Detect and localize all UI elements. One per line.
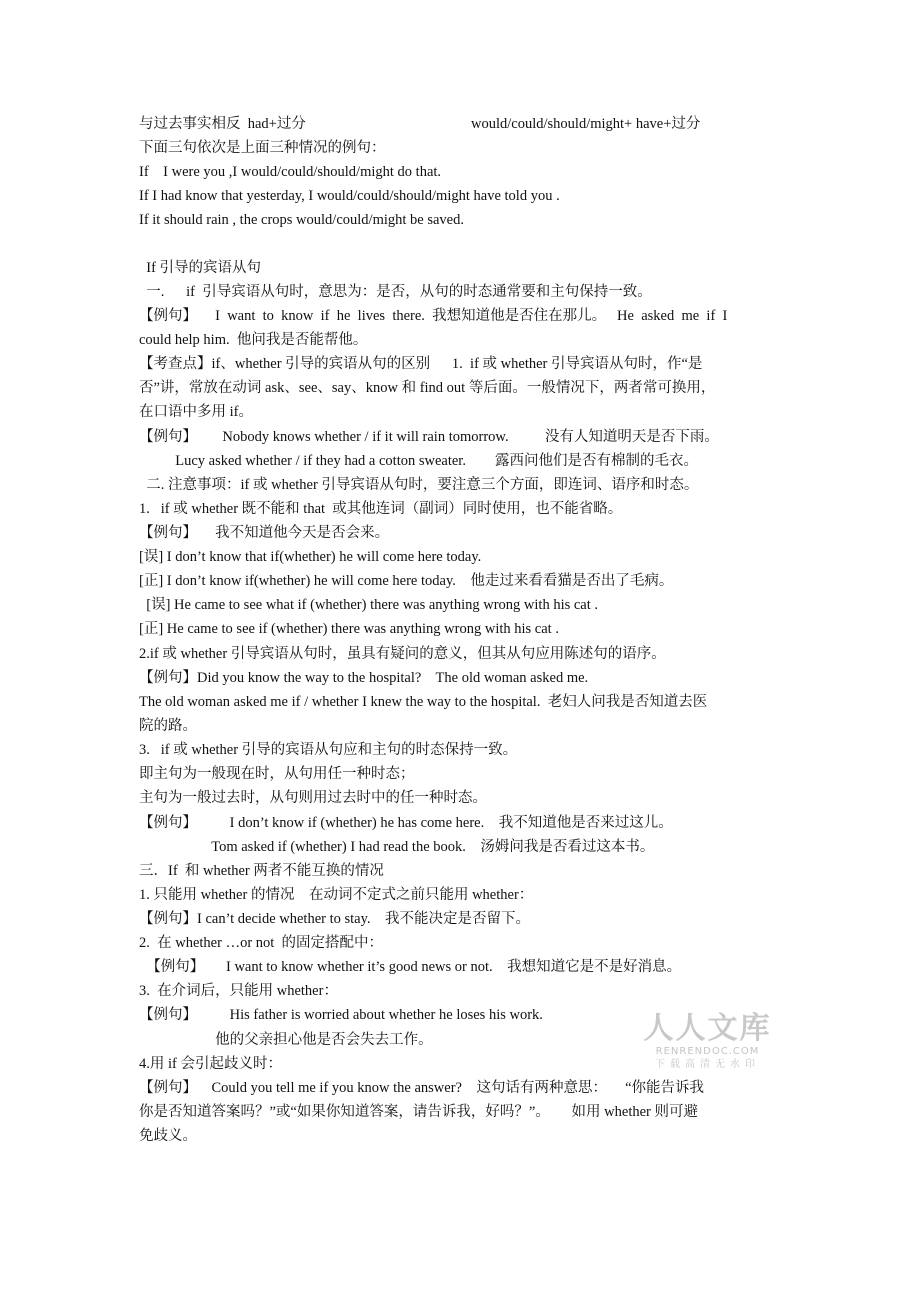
text-line: If I had know that yesterday, I would/could/should/might have told you . (139, 188, 560, 204)
section-heading: 三．If 和 whether 两者不能互换的情况 (139, 863, 384, 879)
text-line: [误] I don’t know that if(whether) he will come here today. (139, 549, 482, 565)
text-line: The old woman asked me if / whether I knew the way to the hospital. 老妇人问我是否知道去医 (139, 694, 708, 710)
text-line: 【例句】 I want to know whether it’s good news or not. 我想知道它是不是好消息。 (139, 959, 682, 975)
section-heading: 二. 注意事项：if 或 whether 引导宾语从句时，要注意三个方面，即连词、语序和时态。 (139, 477, 699, 493)
text-line: 3. 在介词后，只能用 whether： (139, 983, 338, 999)
text-line: 【例句】I can’t decide whether to stay. 我不能决定是否留下。 (139, 911, 531, 927)
text-line: 主句为一般过去时，从句则用过去时中的任一种时态。 (139, 790, 487, 806)
text-line: 【例句】 I don’t know if (whether) he has come here. 我不知道他是否来过这儿。 (139, 815, 673, 831)
text-line: 下面三句依次是上面三种情况的例句： (139, 140, 386, 156)
text-line: 【例句】 Nobody knows whether / if it will rain tomorrow. 没有人知道明天是否下雨。 (139, 429, 719, 445)
text-line: Tom asked if (whether) I had read the book. 汤姆问我是否看过这本书。 (139, 839, 655, 855)
text-line: 他的父亲担心他是否会失去工作。 (139, 1032, 433, 1048)
text-line: 1. 只能用 whether 的情况 在动词不定式之前只能用 whether： (139, 887, 534, 903)
text-line: 3. if 或 whether 引导的宾语从句应和主句的时态保持一致。 (139, 742, 518, 758)
text-line: 2. 在 whether …or not 的固定搭配中： (139, 935, 384, 951)
text-line: 免歧义。 (139, 1128, 197, 1144)
text-line: 【例句】 Could you tell me if you know the answer? 这句话有两种意思： “你能告诉我 (139, 1080, 705, 1096)
watermark (640, 1012, 775, 1071)
text-line: 即主句为一般现在时，从句用任一种时态； (139, 766, 415, 782)
text-line: 你是否知道答案吗？”或“如果你知道答案，请告诉我，好吗？”。 如用 whether 则可避 (139, 1104, 699, 1120)
text-line: would/could/should/might+ have+过分 (471, 116, 701, 132)
watermark-title: 人人文库 (643, 1011, 772, 1046)
text-line: 【考查点】if、whether 引导的宾语从句的区别 1. if 或 whether 引导宾语从句时，作“是 (139, 356, 703, 372)
text-line: 一. if 引导宾语从句时，意思为：是否，从句的时态通常要和主句保持一致。 (139, 284, 652, 300)
watermark-tagline: 下载高清无水印 (655, 1059, 760, 1070)
watermark-url: RENRENDOC.COM (655, 1046, 760, 1057)
text-line: [正] I don’t know if(whether) he will come here today. 他走过来看看猫是否出了毛病。 (139, 573, 674, 589)
text-line: 2.if 或 whether 引导宾语从句时，虽具有疑问的意义，但其从句应用陈述句的语序。 (139, 646, 666, 662)
text-line: could help him. 他问我是否能帮他。 (139, 332, 368, 348)
text-line: [正] He came to see if (whether) there was anything wrong with his cat . (139, 621, 559, 637)
text-line: 与过去事实相反 had+过分 (139, 116, 306, 132)
text-line: 【例句】 我不知道他今天是否会来。 (139, 525, 390, 541)
text-line: 4.用 if 会引起歧义时： (139, 1056, 282, 1072)
text-line: If it should rain , the crops would/could/might be saved. (139, 212, 464, 228)
text-line: 1. if 或 whether 既不能和 that 或其他连词（副词）同时使用，也不能省略。 (139, 501, 623, 517)
text-line: 在口语中多用 if。 (139, 404, 253, 420)
text-line: Lucy asked whether / if they had a cotton sweater. 露西问他们是否有棉制的毛衣。 (139, 453, 698, 469)
text-line: If I were you ,I would/could/should/might do that. (139, 164, 442, 180)
text-line: 【例句】Did you know the way to the hospital? The old woman asked me. (139, 670, 589, 686)
text-line: 否”讲，常放在动词 ask、see、say、know 和 find out 等后面。一般情况下，两者常可换用， (139, 380, 716, 396)
text-line: 【例句】 His father is worried about whether he loses his work. (139, 1007, 543, 1023)
text-line: [误] He came to see what if (whether) there was anything wrong with his cat . (139, 597, 599, 613)
section-heading: If 引导的宾语从句 (139, 260, 262, 276)
text-line: 【例句】 I want to know if he lives there. 我想知道他是否住在那儿。 He asked me if I (139, 308, 728, 324)
text-line: 院的路。 (139, 718, 197, 734)
